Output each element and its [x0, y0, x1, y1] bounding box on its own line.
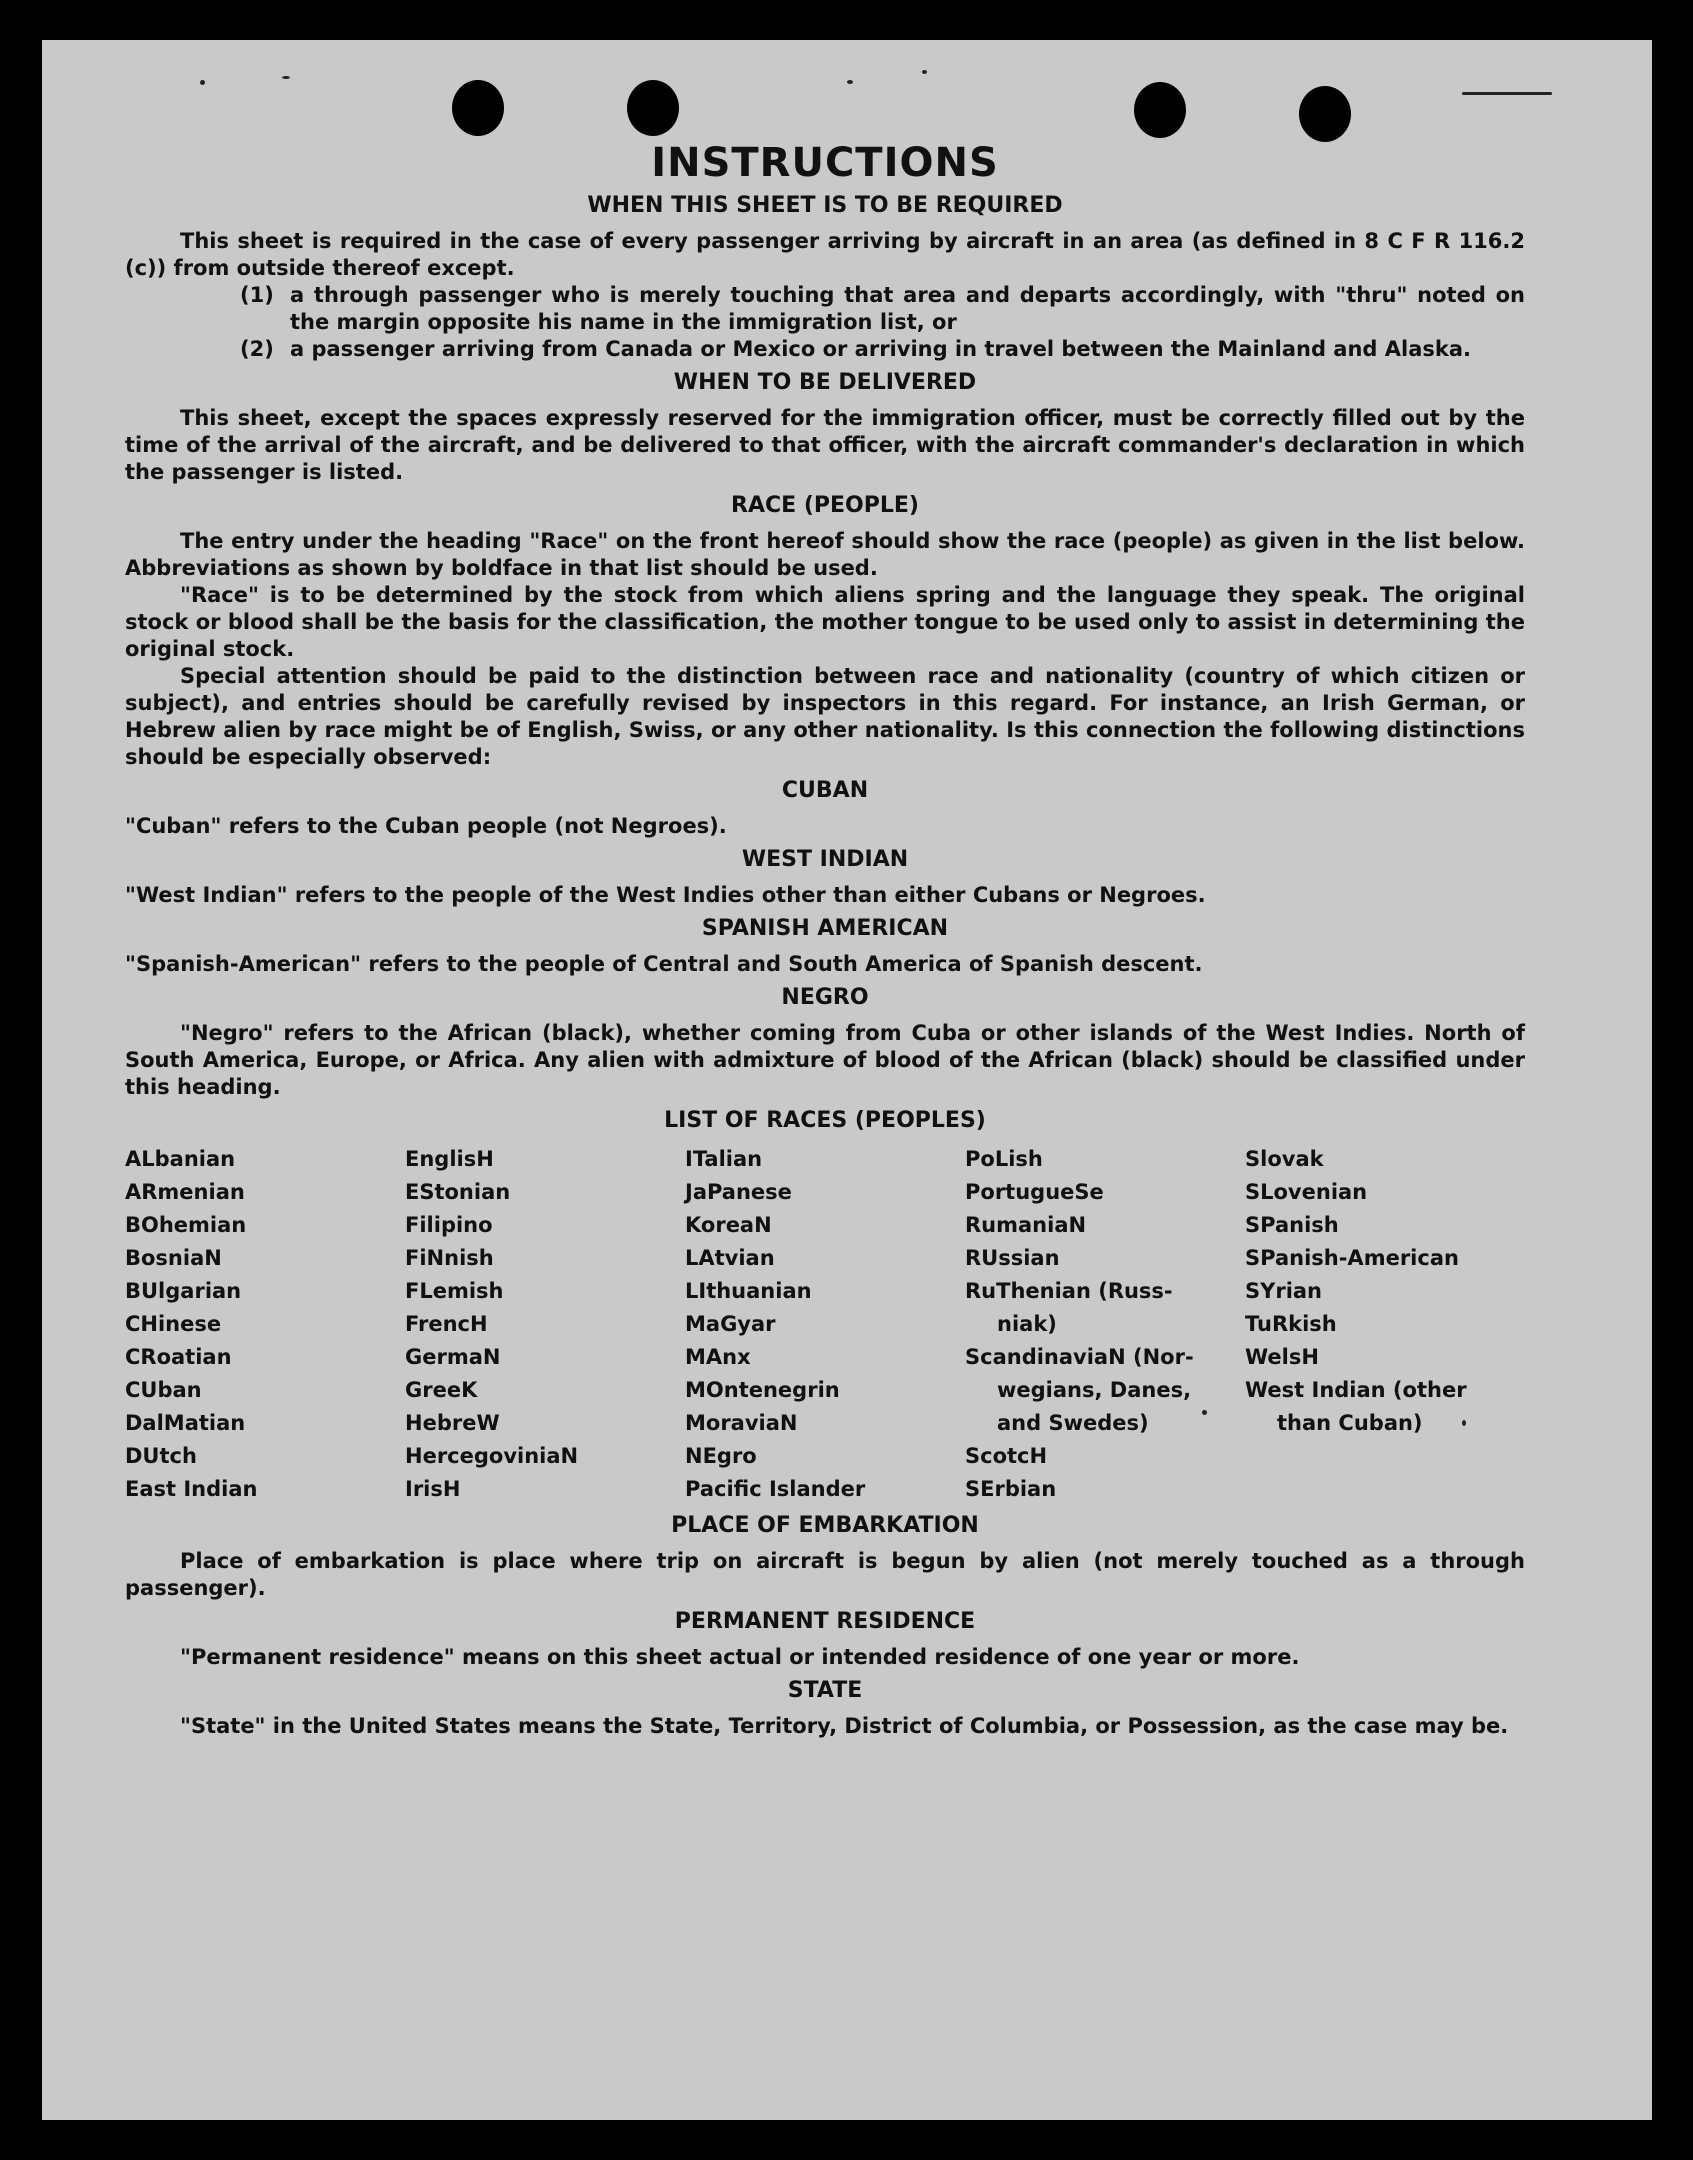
race-list: [125, 1143, 1525, 1506]
race-item: West Indian (other: [1245, 1378, 1467, 1402]
heading-negro: NEGRO: [781, 985, 869, 1010]
race-column: [405, 1143, 685, 1506]
heading-embarkation: PLACE OF EMBARKATION: [671, 1513, 979, 1538]
heading-list-of-races: LIST OF RACES (PEOPLES): [664, 1108, 986, 1133]
race-item: SLovenian: [1245, 1180, 1368, 1204]
race-item: EnglisH: [405, 1147, 494, 1171]
race-item: SYrian: [1245, 1279, 1323, 1303]
race-item-continuation: niak): [997, 1312, 1057, 1336]
heading-race: RACE (PEOPLE): [731, 493, 919, 518]
race-item: CHinese: [125, 1312, 222, 1336]
race-item: MoraviaN: [685, 1411, 798, 1435]
race-item: FrencH: [405, 1312, 488, 1336]
race-item: PortugueSe: [965, 1180, 1104, 1204]
race-item: HebreW: [405, 1411, 500, 1435]
race-item: BOhemian: [125, 1213, 247, 1237]
spanish-american-text: "Spanish-American" refers to the people of Central and South America of Spanish descent.: [125, 952, 1203, 976]
ink-speck: [847, 80, 853, 84]
race-item: GreeK: [405, 1378, 478, 1402]
exception-text: a through passenger who is merely touching that area and departs accordingly, with "thru" noted on the margin opposite his name in the immigration list, or: [290, 283, 1525, 334]
state-text: "State" in the United States means the State, Territory, District of Columbia, or Possession, as the case may be.: [180, 1714, 1509, 1738]
race-item: LAtvian: [685, 1246, 775, 1270]
race-column: [685, 1143, 965, 1506]
race-item: CRoatian: [125, 1345, 232, 1369]
race-item: East Indian: [125, 1477, 258, 1501]
heading-permanent-residence: PERMANENT RESIDENCE: [674, 1609, 976, 1634]
race-item: LIthuanian: [685, 1279, 812, 1303]
race-item: DalMatian: [125, 1411, 246, 1435]
race-item: ScandinaviaN (Nor-: [965, 1345, 1194, 1369]
race-column: [1245, 1143, 1525, 1506]
race-item: ARmenian: [125, 1180, 245, 1204]
cuban-text: "Cuban" refers to the Cuban people (not Negroes).: [125, 814, 727, 838]
race-column: [965, 1143, 1245, 1506]
heading-spanish-american: SPANISH AMERICAN: [701, 916, 949, 941]
race-item-continuation: and Swedes): [997, 1411, 1149, 1435]
race-item: SPanish-American: [1245, 1246, 1459, 1270]
heading-when-delivered: WHEN TO BE DELIVERED: [673, 370, 977, 395]
exception-item: [240, 282, 1525, 336]
race-item: FLemish: [405, 1279, 504, 1303]
punch-hole: [1299, 86, 1351, 142]
when-required-intro: This sheet is required in the case of every passenger arriving by aircraft in an area (as defined in 8 C F R 116.2 (c)) from outside thereof except.: [125, 229, 1525, 280]
race-item: NEgro: [685, 1444, 757, 1468]
when-delivered-text: This sheet, except the spaces expressly reserved for the immigration officer, must be correctly filled out by the time of the arrival of the aircraft, and be delivered to that officer, with the aircraft commander's declaration in which the passenger is listed.: [125, 406, 1525, 484]
ink-speck: [1462, 92, 1552, 95]
race-item-continuation: wegians, Danes,: [997, 1378, 1192, 1402]
race-item: SPanish: [1245, 1213, 1339, 1237]
race-item: MAnx: [685, 1345, 751, 1369]
race-item: JaPanese: [685, 1180, 792, 1204]
race-item: PoLish: [965, 1147, 1043, 1171]
race-item: TuRkish: [1245, 1312, 1337, 1336]
race-item: Filipino: [405, 1213, 493, 1237]
race-item: SErbian: [965, 1477, 1057, 1501]
race-item: BUlgarian: [125, 1279, 242, 1303]
race-item: ITalian: [685, 1147, 763, 1171]
race-item: Slovak: [1245, 1147, 1324, 1171]
bleed-through-text: [432, 112, 1212, 142]
west-indian-text: "West Indian" refers to the people of the West Indies other than either Cubans or Negroes.: [125, 883, 1206, 907]
race-item: ALbanian: [125, 1147, 236, 1171]
race-item: ScotcH: [965, 1444, 1048, 1468]
heading-cuban: CUBAN: [781, 778, 869, 803]
race-item: IrisH: [405, 1477, 461, 1501]
race-item: Pacific Islander: [685, 1477, 866, 1501]
residence-text: "Permanent residence" means on this sheet actual or intended residence of one year or more.: [180, 1645, 1300, 1669]
exception-item: [240, 336, 1525, 363]
race-item: HercegoviniaN: [405, 1444, 579, 1468]
negro-text: "Negro" refers to the African (black), whether coming from Cuba or other islands of the West Indies. North of South America, Europe, or Africa. Any alien with admixture of blood of the African (black) should be classified under this heading.: [125, 1021, 1525, 1099]
race-item: DUtch: [125, 1444, 197, 1468]
race-item: MOntenegrin: [685, 1378, 840, 1402]
race-item: RumaniaN: [965, 1213, 1087, 1237]
race-item: CUban: [125, 1378, 202, 1402]
heading-state: STATE: [787, 1678, 863, 1703]
race-item: WelsH: [1245, 1345, 1319, 1369]
ink-speck: [200, 80, 205, 85]
heading-when-required: WHEN THIS SHEET IS TO BE REQUIRED: [587, 193, 1063, 218]
exception-number: (1): [240, 283, 274, 307]
race-item: GermaN: [405, 1345, 501, 1369]
race-item: MaGyar: [685, 1312, 776, 1336]
race-item: KoreaN: [685, 1213, 772, 1237]
heading-west-indian: WEST INDIAN: [741, 847, 909, 872]
race-paragraph-3: Special attention should be paid to the distinction between race and nationality (country of which citizen or subject), and entries should be carefully revised by inspectors in this regard. For instance, an Irish German, or Hebrew alien by race might be of English, Swiss, or any other nationality. Is this connection the following distinctions should be especially observed:: [125, 664, 1525, 769]
exception-number: (2): [240, 337, 274, 361]
ink-speck: [282, 76, 290, 79]
race-item: RUssian: [965, 1246, 1060, 1270]
instructions-content: [125, 140, 1525, 1740]
race-paragraph-1: The entry under the heading "Race" on the front hereof should show the race (people) as given in the list below. Abbreviations as shown by boldface in that list should be used.: [125, 529, 1525, 580]
embarkation-text: Place of embarkation is place where trip on aircraft is begun by alien (not merely touched as a through passenger).: [125, 1549, 1525, 1600]
race-item: FiNnish: [405, 1246, 494, 1270]
ink-speck: [922, 70, 927, 74]
page-title: INSTRUCTIONS: [651, 140, 999, 186]
race-item: RuThenian (Russ-: [965, 1279, 1173, 1303]
race-paragraph-2: "Race" is to be determined by the stock from which aliens spring and the language they speak. The original stock or blood shall be the basis for the classification, the mother tongue to be used only to assist in determining the original stock.: [125, 583, 1525, 661]
exception-text: a passenger arriving from Canada or Mexico or arriving in travel between the Mainland and Alaska.: [290, 337, 1471, 361]
race-item: BosniaN: [125, 1246, 222, 1270]
race-item-continuation: than Cuban): [1277, 1411, 1423, 1435]
race-item: EStonian: [405, 1180, 511, 1204]
race-column: [125, 1143, 405, 1506]
